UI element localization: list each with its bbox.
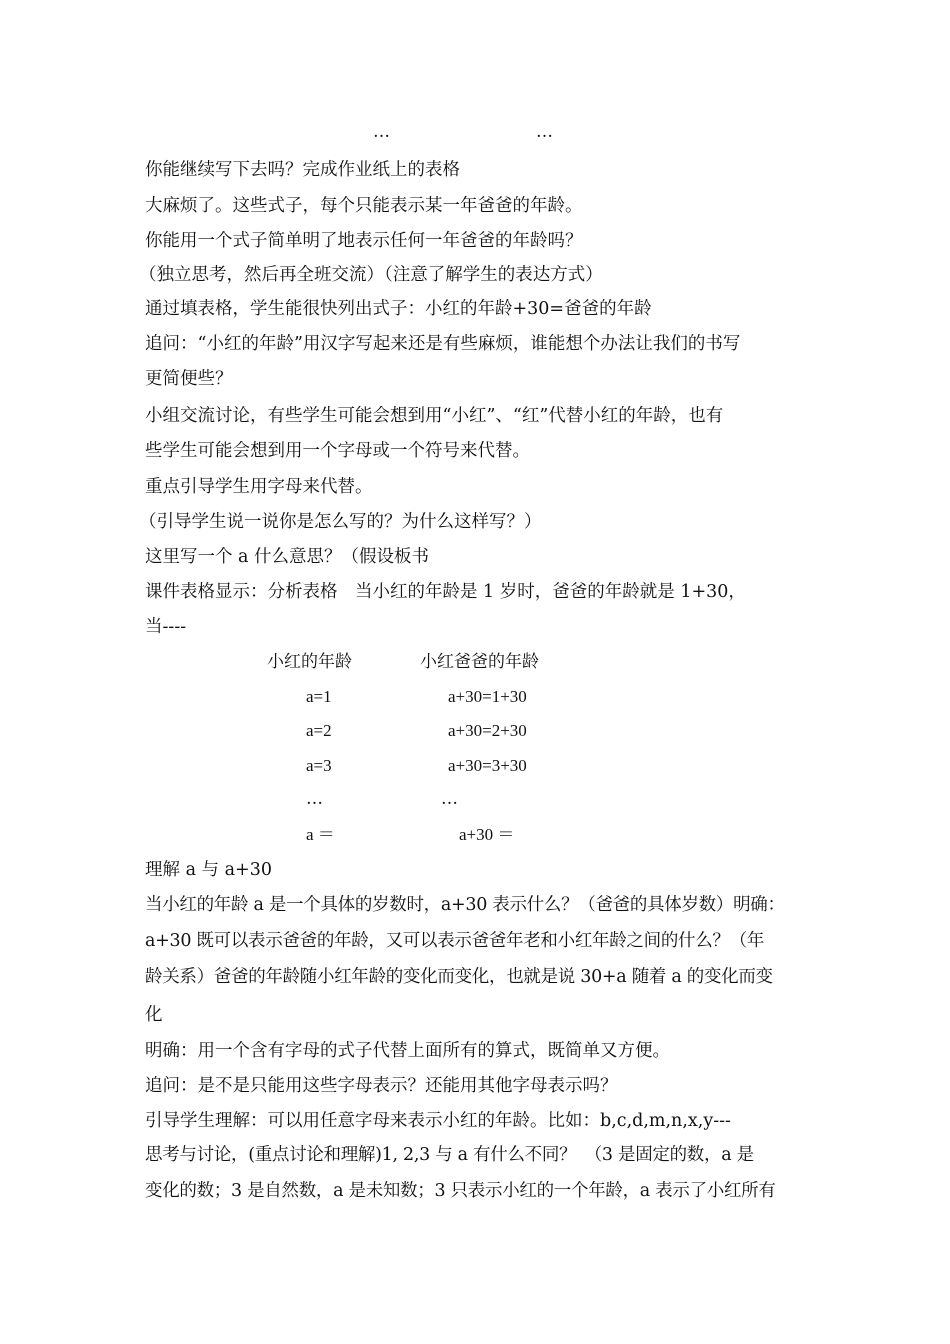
table-cell: a ＝ [306, 825, 335, 844]
table-cell: a+30=2+30 [448, 721, 527, 740]
paragraph-line: 更简便些？ [145, 369, 233, 389]
table-header-father-age: 小红爸爸的年龄 [420, 652, 539, 672]
paragraph-line: 当---- [145, 617, 187, 637]
paragraph-line: 你能继续写下去吗？完成作业纸上的表格 [145, 160, 460, 180]
table-header-child-age: 小红的年龄 [267, 652, 352, 672]
paragraph-line: 龄关系）爸爸的年龄随小红年龄的变化而变化，也就是说 30+a 随着 a 的变化而变 [145, 967, 773, 987]
paragraph-line: 追问：“小红的年龄”用汉字写起来还是有些麻烦，谁能想个办法让我们的书写 [145, 334, 741, 354]
paragraph-line: 化 [145, 1005, 163, 1025]
paragraph-line: 这里写一个 a 什么意思？（假设板书 [145, 547, 430, 567]
paragraph-line: 重点引导学生用字母来代替。 [145, 477, 373, 497]
paragraph-line: 理解 a 与 a+30 [145, 860, 272, 880]
paragraph-line: 思考与讨论，(重点讨论和理解)1, 2,3 与 a 有什么不同？ （3 是固定的数，a 是 [145, 1145, 754, 1165]
paragraph-line: 变化的数；3 是自然数，a 是未知数；3 只表示小红的一个年龄，a 表示了小红所有 [145, 1181, 776, 1201]
paragraph-line: 课件表格显示：分析表格 当小红的年龄是 1 岁时，爸爸的年龄就是 1+30， [145, 582, 746, 602]
table-cell: a+30 ＝ [459, 825, 515, 844]
paragraph-line: （引导学生说一说你是怎么写的？为什么这样写？） [139, 512, 542, 532]
paragraph-line: 追问：是不是只能用这些字母表示？还能用其他字母表示吗？ [145, 1076, 618, 1096]
table-cell: … [306, 789, 323, 809]
paragraph-line: 通过填表格，学生能很快列出式子：小红的年龄+30=爸爸的年龄 [145, 299, 652, 319]
table-cell: a+30=3+30 [448, 756, 527, 775]
paragraph-line: 当小红的年龄 a 是一个具体的岁数时，a+30 表示什么？（爸爸的具体岁数）明确： [145, 895, 785, 915]
table-cell: a=2 [306, 721, 332, 740]
paragraph-line: 引导学生理解：可以用任意字母来表示小红的年龄。比如：b,c,d,m,n,x,y--- [145, 1111, 731, 1131]
ellipsis-right: … [536, 122, 554, 142]
table-cell: a=1 [306, 687, 332, 706]
paragraph-line: 大麻烦了。这些式子，每个只能表示某一年爸爸的年龄。 [145, 196, 583, 216]
ellipsis-left: … [373, 122, 391, 142]
paragraph-line: 你能用一个式子简单明了地表示任何一年爸爸的年龄吗？ [145, 231, 583, 251]
table-cell: … [441, 789, 458, 809]
table-cell: a+30=1+30 [448, 687, 527, 706]
paragraph-line: 些学生可能会想到用一个字母或一个符号来代替。 [145, 441, 530, 461]
paragraph-line: 明确：用一个含有字母的式子代替上面所有的算式，既简单又方便。 [145, 1041, 670, 1061]
paragraph-line: （独立思考，然后再全班交流）（注意了解学生的表达方式） [139, 265, 603, 285]
table-cell: a=3 [306, 756, 332, 775]
paragraph-line: 小组交流讨论，有些学生可能会想到用“小红”、“红”代替小红的年龄，也有 [145, 406, 724, 426]
paragraph-line: a+30 既可以表示爸爸的年龄，又可以表示爸爸年老和小红年龄之间的什么？（年 [145, 931, 765, 951]
